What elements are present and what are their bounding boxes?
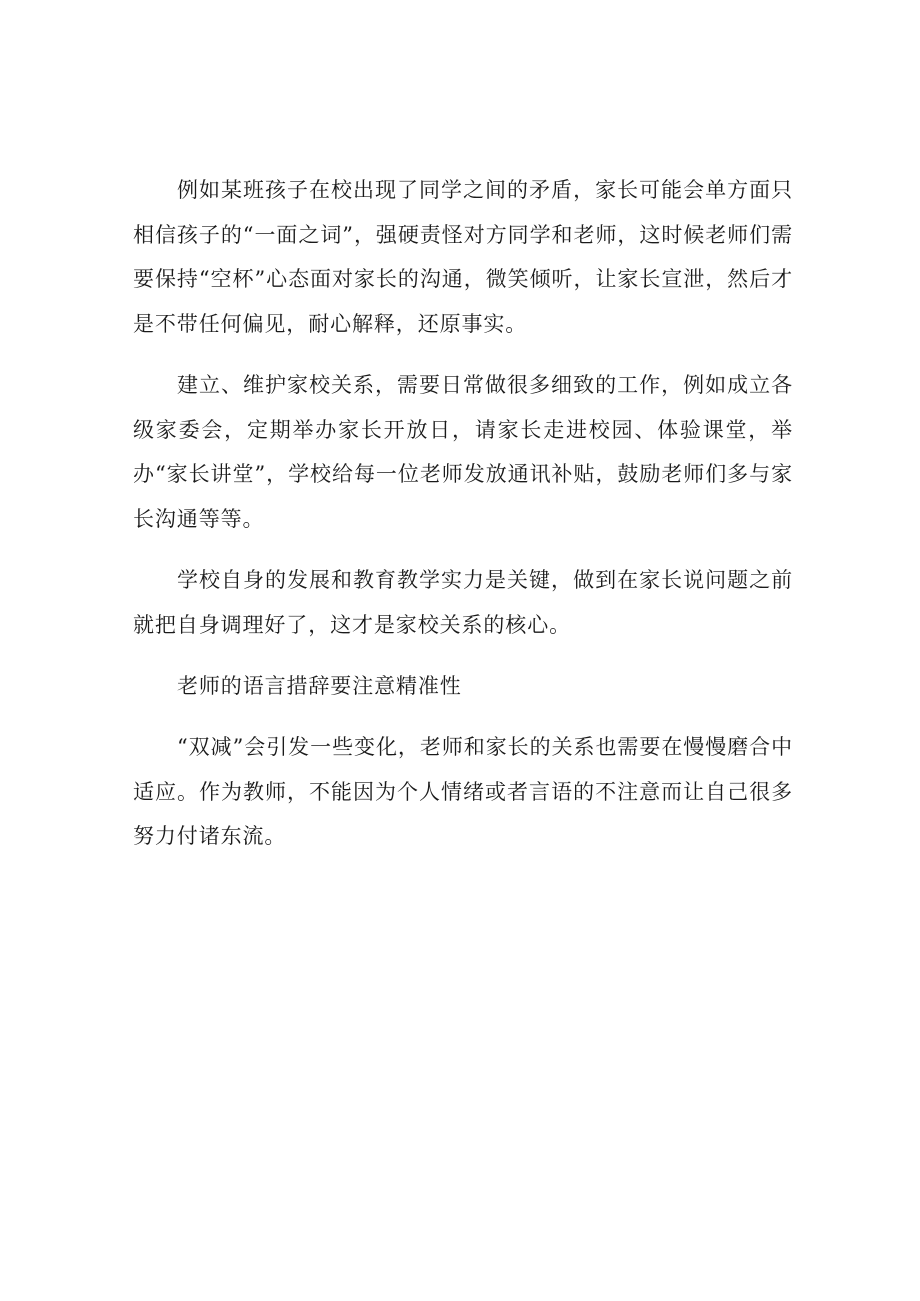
paragraph-home-school-relations: 建立、维护家校关系，需要日常做很多细致的工作，例如成立各级家委会，定期举办家长开放日，请家长走进校园、体验课堂，举办“家长讲堂”，学校给每一位老师发放通讯补贴，鼓励老师们多与家长沟通等等。 (133, 373, 793, 531)
document-body (133, 168, 793, 876)
section-heading-language-precision: 老师的语言措辞要注意精准性 (177, 674, 462, 698)
paragraph-school-development: 学校自身的发展和教育教学实力是关键，做到在家长说问题之前就把自身调理好了，这才是家校关系的核心。 (133, 568, 793, 637)
paragraph-parent-conflict: 例如某班孩子在校出现了同学之间的矛盾，家长可能会单方面只相信孩子的“一面之词”，强硬责怪对方同学和老师，这时候老师们需要保持“空杯”心态面对家长的沟通，微笑倾听，让家长宣泄，然后才是不带任何偏见，耐心解释，还原事实。 (133, 178, 793, 336)
paragraph-double-reduction: “双减”会引发一些变化，老师和家长的关系也需要在慢慢磨合中适应。作为教师，不能因为个人情绪或者言语的不注意而让自己很多努力付诸东流。 (133, 735, 793, 848)
